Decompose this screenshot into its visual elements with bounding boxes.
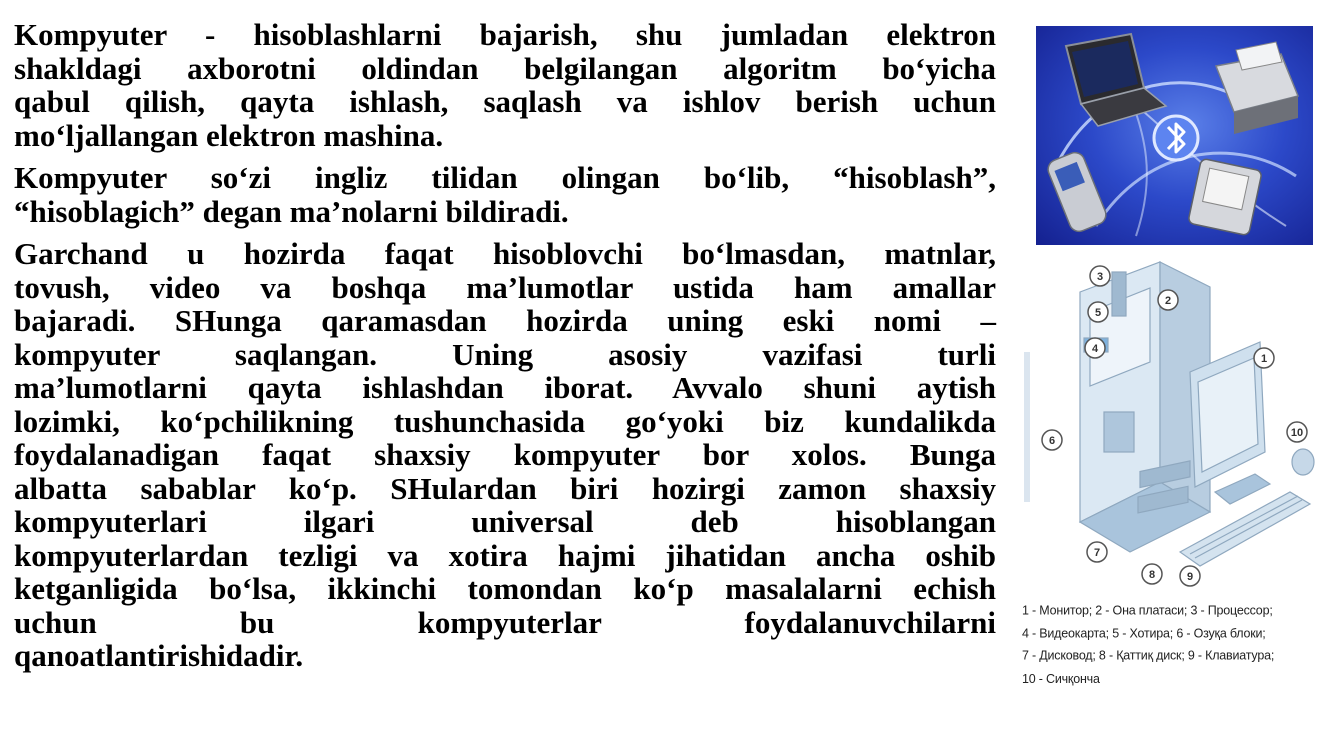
svg-text:9: 9 xyxy=(1186,571,1194,583)
svg-text:4: 4 xyxy=(1091,343,1099,355)
laptop-icon xyxy=(1066,34,1166,126)
paragraph-definition xyxy=(14,18,996,152)
pc-components-image xyxy=(1020,252,1320,597)
printer-icon xyxy=(1216,42,1298,134)
callout-8 xyxy=(1142,564,1162,584)
paragraph-usage xyxy=(14,237,996,673)
text-line: foydalanadigan faqat shaxsiy kompyuter bor xolos. Bunga xyxy=(14,437,996,472)
text-line: qanoatlantirishidadir. xyxy=(14,638,304,673)
callout-9 xyxy=(1180,566,1200,586)
svg-text:8: 8 xyxy=(1148,569,1156,581)
diagram-legend xyxy=(1022,600,1327,690)
callout-6 xyxy=(1042,430,1062,450)
callout-1 xyxy=(1254,348,1274,368)
callout-7 xyxy=(1087,542,1107,562)
svg-text:2: 2 xyxy=(1164,295,1172,307)
text-line: ketganligida bo‘lsa, ikkinchi tomondan ko‘p masalalarni echish xyxy=(14,571,996,606)
svg-text:1: 1 xyxy=(1260,353,1268,365)
text-line: albatta sabablar ko‘p. SHulardan biri hozirgi zamon shaxsiy xyxy=(14,470,996,506)
text-line: “hisoblagich” degan ma’nolarni bildiradi. xyxy=(14,193,569,229)
text-line: ma’lumotlarni qayta ishlashdan iborat. Avvalo shuni aytish xyxy=(14,370,996,405)
callout-4 xyxy=(1085,338,1105,358)
bluetooth-devices-illustration xyxy=(1036,26,1313,245)
svg-text:5: 5 xyxy=(1094,307,1102,319)
callout-10 xyxy=(1287,422,1307,442)
legend-line: 1 - Монитор; 2 - Она платаси; 3 - Процессор; xyxy=(1022,603,1273,618)
text-line: bajaradi. SHunga qaramasdan hozirda uning eski nomi – xyxy=(14,303,996,338)
text-line: mo‘ljallangan elektron mashina. xyxy=(14,117,444,153)
svg-text:10: 10 xyxy=(1290,427,1304,439)
text-line: Kompyuter so‘zi ingliz tilidan olingan bo‘lib, “hisoblash”, xyxy=(14,160,996,195)
callout-2 xyxy=(1158,290,1178,310)
bluetooth-icon xyxy=(1154,116,1198,160)
legend-line: 4 - Видеокарта; 5 - Хотира; 6 - Озуқа блоки; xyxy=(1022,625,1266,641)
svg-text:7: 7 xyxy=(1093,547,1101,559)
svg-text:6: 6 xyxy=(1048,435,1056,447)
text-line: tovush, video va boshqa ma’lumotlar ustida ham amallar xyxy=(14,269,996,305)
text-line: lozimki, ko‘pchilikning tushunchasida go‘yoki biz kundalikda xyxy=(14,403,996,439)
bluetooth-devices-image xyxy=(1036,26,1313,245)
text-line: kompyuter saqlangan. Uning asosiy vazifasi turli xyxy=(14,336,996,372)
callout-5 xyxy=(1088,302,1108,322)
pc-components-diagram xyxy=(1020,252,1320,597)
callout-3 xyxy=(1090,266,1110,286)
legend-line: 10 - Сичқонча xyxy=(1022,670,1100,686)
text-line: qabul qilish, qayta ishlash, saqlash va ishlov berish uchun xyxy=(14,84,996,119)
pc-case-illustration xyxy=(1080,262,1314,566)
text-line: Kompyuter - hisoblashlarni bajarish, shu jumladan elektron xyxy=(14,17,996,52)
paragraph-etymology xyxy=(14,161,996,228)
text-line: shakldagi axborotni oldindan belgilangan algoritm bo‘yicha xyxy=(14,50,996,86)
phone-icon xyxy=(1045,150,1109,235)
main-text xyxy=(14,18,996,682)
text-line: uchun bu kompyuterlar foydalanuvchilarni xyxy=(14,604,996,640)
text-line: Garchand u hozirda faqat hisoblovchi bo‘lmasdan, matnlar, xyxy=(14,236,996,271)
text-line: kompyuterlari ilgari universal deb hisoblangan xyxy=(14,504,996,539)
legend-line: 7 - Дисковод; 8 - Қаттиқ диск; 9 - Клавиатура; xyxy=(1022,648,1275,663)
pda-icon xyxy=(1188,158,1262,235)
text-line: kompyuterlardan tezligi va xotira hajmi jihatidan ancha oshib xyxy=(14,537,996,573)
svg-text:3: 3 xyxy=(1096,271,1104,283)
